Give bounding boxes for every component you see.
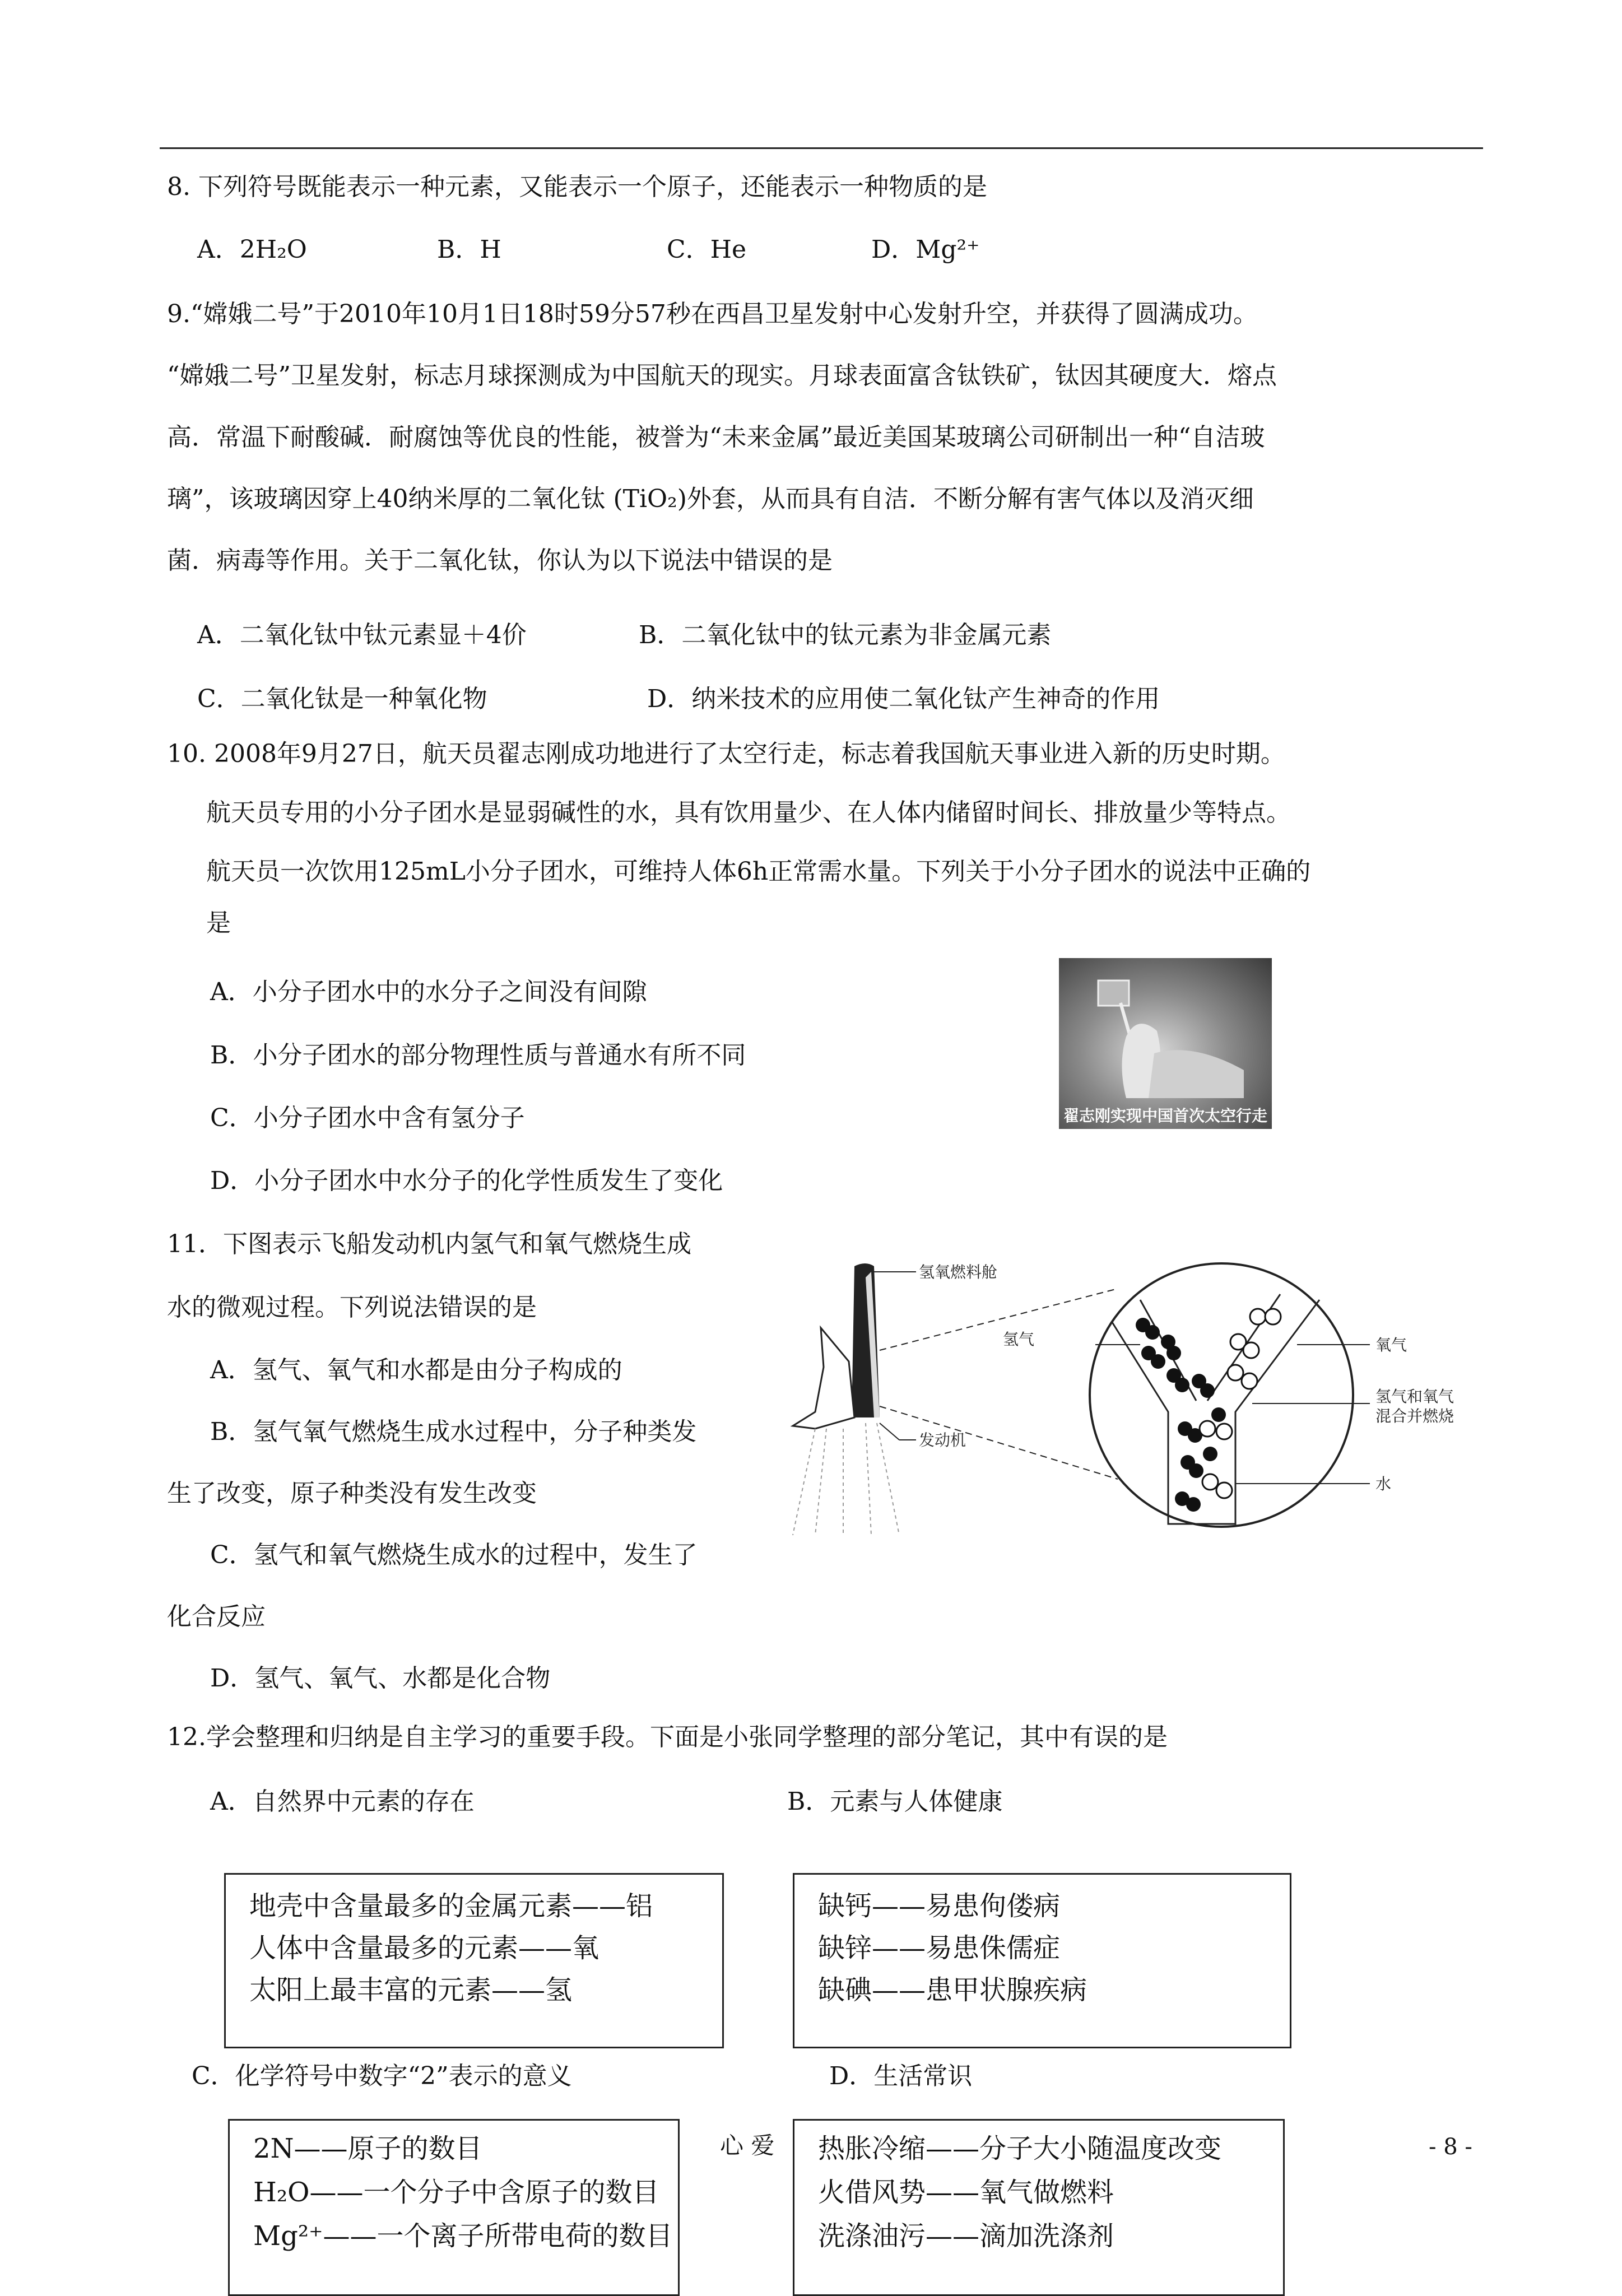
q12-box-b <box>793 1873 1291 2048</box>
q9-line-2: “嫦娥二号”卫星发射，标志月球探测成为中国航天的现实。月球表面富含钛铁矿，钛因其硬度大．熔点 <box>167 361 1277 390</box>
astronaut-figure <box>1059 958 1272 1129</box>
q11-option-c-line-1: C．氢气和氧气燃烧生成水的过程中，发生了 <box>210 1541 698 1569</box>
box-a-line: 地壳中含量最多的金属元素——铝 <box>249 1890 653 1922</box>
watermark: 心 爱 <box>720 2132 775 2159</box>
q9-line-5: 菌．病毒等作用。关于二氧化钛，你认为以下说法中错误的是 <box>167 546 833 575</box>
q11-line-2: 水的微观过程。下列说法错误的是 <box>167 1293 537 1322</box>
q12-box-d <box>793 2119 1285 2296</box>
q9-option-a: A．二氧化钛中钛元素显＋4价 <box>197 621 527 649</box>
q9-line-1: 9.“嫦娥二号”于2010年10月1日18时59分57秒在西昌卫星发射中心发射升空，并获得了圆满成功。 <box>167 300 1258 328</box>
q10-option-b: B．小分子团水的部分物理性质与普通水有所不同 <box>210 1041 746 1070</box>
box-d-line: 火借风势——氧气做燃料 <box>818 2177 1114 2208</box>
combustion-diagram <box>782 1261 1493 1535</box>
q8-option-a: A．2H₂O <box>197 235 307 264</box>
q10-line-3: 航天员一次饮用125mL小分子团水，可维持人体6h正常需水量。下列关于小分子团水的说法中正确的 <box>206 857 1311 886</box>
box-c-line: H₂O——一个分子中含原子的数目 <box>253 2177 659 2208</box>
label-fuel-tank: 氢氧燃料舱 <box>919 1263 998 1281</box>
q10-line-1: 10. 2008年9月27日，航天员翟志刚成功地进行了太空行走，标志着我国航天事业进入新的历史时期。 <box>167 740 1285 768</box>
q11-option-a: A．氢气、氧气和水都是由分子构成的 <box>210 1356 622 1384</box>
label-water: 水 <box>1375 1475 1392 1493</box>
q9-line-3: 高．常温下耐酸碱．耐腐蚀等优良的性能，被誉为“未来金属”最近美国某玻璃公司研制出一种“自洁玻 <box>167 423 1265 452</box>
q12-option-a-title: A．自然界中元素的存在 <box>210 1787 475 1816</box>
box-b-line: 缺钙——易患佝偻病 <box>818 1890 1061 1922</box>
q12-box-a <box>224 1873 724 2048</box>
q10-option-c: C．小分子团水中含有氢分子 <box>210 1104 525 1132</box>
q8-option-d: D．Mg²⁺ <box>871 235 980 264</box>
q8-option-c: C．He <box>667 235 747 264</box>
q12-option-c-title: C．化学符号中数字“2”表示的意义 <box>192 2062 572 2090</box>
box-a-line: 太阳上最丰富的元素——氢 <box>249 1974 573 2006</box>
box-c-line: 2N——原子的数目 <box>253 2133 482 2164</box>
q12-box-c <box>228 2119 680 2296</box>
q8-stem: 8. 下列符号既能表示一种元素，又能表示一个原子，还能表示一种物质的是 <box>167 173 987 201</box>
q10-option-d: D．小分子团水中水分子的化学性质发生了变化 <box>210 1166 723 1195</box>
page-number: - 8 - <box>1429 2134 1472 2160</box>
q10-option-a: A．小分子团水中的水分子之间没有间隙 <box>210 978 647 1006</box>
q9-line-4: 璃”，该玻璃因穿上40纳米厚的二氧化钛 (TiO₂)外套，从而具有自洁．不断分解有害气体以及消灭细 <box>167 485 1254 513</box>
q11-option-b-line-2: 生了改变，原子种类没有发生改变 <box>167 1479 537 1508</box>
q12-option-b-title: B．元素与人体健康 <box>787 1787 1003 1816</box>
q10-line-4: 是 <box>206 909 231 937</box>
label-mix-2: 混合并燃烧 <box>1375 1407 1454 1425</box>
label-engine: 发动机 <box>919 1431 966 1449</box>
box-b-line: 缺锌——易患侏儒症 <box>818 1932 1061 1964</box>
q12-stem: 12.学会整理和归纳是自主学习的重要手段。下面是小张同学整理的部分笔记，其中有误的是 <box>167 1723 1168 1751</box>
q11-option-d: D．氢气、氧气、水都是化合物 <box>210 1664 551 1693</box>
box-d-line: 热胀冷缩——分子大小随温度改变 <box>818 2133 1222 2164</box>
q9-option-b: B．二氧化钛中的钛元素为非金属元素 <box>639 621 1052 649</box>
q11-option-b-line-1: B．氢气氧气燃烧生成水过程中，分子种类发 <box>210 1417 697 1446</box>
box-d-line: 洗涤油污——滴加洗涤剂 <box>818 2220 1114 2252</box>
box-b-line: 缺碘——患甲状腺疾病 <box>818 1974 1087 2006</box>
box-a-line: 人体中含量最多的元素——氧 <box>249 1932 599 1964</box>
box-c-line: Mg²⁺——一个离子所带电荷的数目 <box>253 2220 673 2252</box>
q8-option-b: B．H <box>437 235 501 264</box>
q11-line-1: 11．下图表示飞船发动机内氢气和氧气燃烧生成 <box>167 1230 691 1258</box>
label-hydrogen: 氢气 <box>1003 1330 1035 1349</box>
label-mix-1: 氢气和氧气 <box>1375 1387 1454 1406</box>
spacewalk-photo <box>1059 958 1272 1129</box>
q11-option-c-line-2: 化合反应 <box>167 1602 266 1631</box>
q9-option-c: C．二氧化钛是一种氧化物 <box>197 685 487 713</box>
photo-caption: 翟志刚实现中国首次太空行走 <box>1063 1107 1267 1126</box>
q9-option-d: D．纳米技术的应用使二氧化钛产生神奇的作用 <box>647 685 1160 713</box>
rocket-icon <box>793 1263 899 1535</box>
q10-line-2: 航天员专用的小分子团水是显弱碱性的水，具有饮用量少、在人体内储留时间长、排放量少等特点。 <box>206 798 1291 827</box>
label-oxygen: 氧气 <box>1375 1336 1407 1354</box>
header-rule <box>160 147 1483 149</box>
q12-option-d-title: D．生活常识 <box>829 2062 973 2090</box>
